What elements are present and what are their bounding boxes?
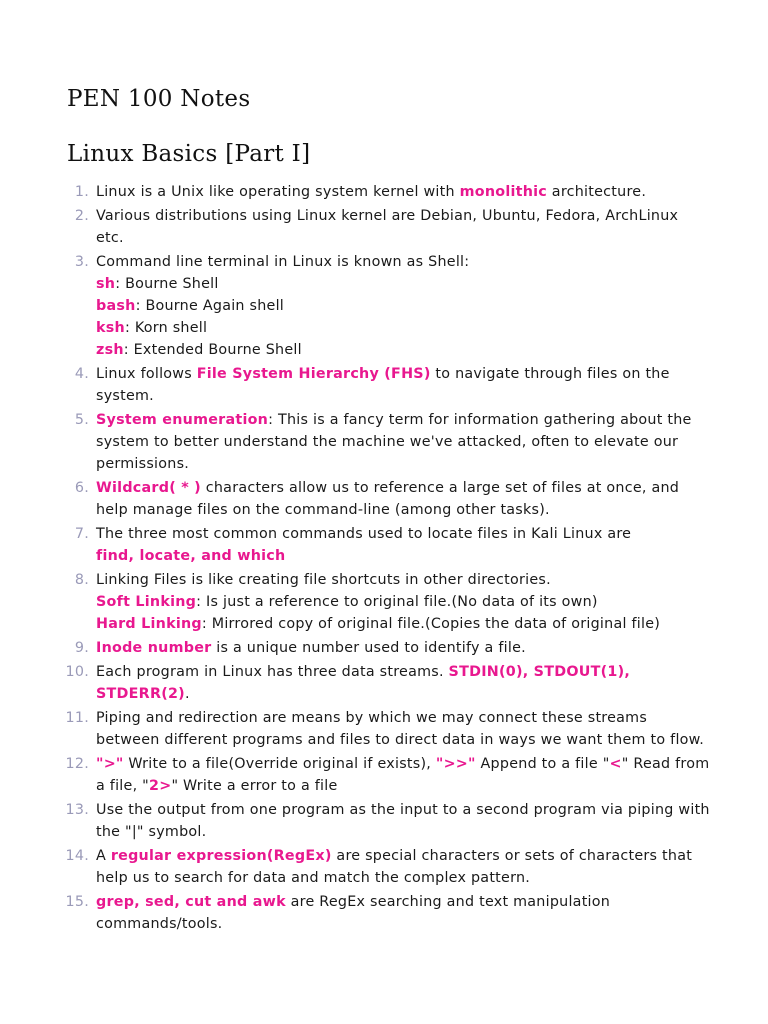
list-item-number: 5. xyxy=(74,412,89,428)
list-item-text: : Is just a reference to original file.(No data of its own) xyxy=(196,594,598,610)
list-item-number: 14. xyxy=(65,848,89,864)
list-item-number: 8. xyxy=(74,572,89,588)
list-item-number: 10. xyxy=(65,664,89,680)
list-item-text: : Extended Bourne Shell xyxy=(123,342,302,358)
list-item-text: characters allow us to reference a large set of files at once, and help manage files on the command-line (among other tasks). xyxy=(96,480,680,518)
highlighted-term: System enumeration xyxy=(96,412,269,428)
list-item-text: . xyxy=(184,686,190,702)
highlighted-term: Inode number xyxy=(96,640,212,656)
list-item-number: 15. xyxy=(65,894,89,910)
list-item-text: Write to a file(Override original if exists), xyxy=(123,756,436,772)
list-item xyxy=(0,409,768,475)
list-item xyxy=(0,637,768,659)
list-item-text: is a unique number used to identify a file. xyxy=(211,640,526,656)
list-item-text: are special characters or sets of characters that help us to search for data and match the complex pattern. xyxy=(96,848,693,886)
list-item-text: Command line terminal in Linux is known as Shell: xyxy=(96,254,470,270)
list-item-text: Each program in Linux has three data streams. xyxy=(96,664,449,680)
notes-list xyxy=(0,181,768,937)
list-item-text: Append to a file " xyxy=(475,756,610,772)
highlighted-term: File System Hierarchy (FHS) xyxy=(196,366,431,382)
list-item xyxy=(0,891,768,935)
list-item-text: Various distributions using Linux kernel are Debian, Ubuntu, Fedora, ArchLinux etc. xyxy=(96,208,679,246)
list-item xyxy=(0,707,768,751)
list-item xyxy=(0,251,768,361)
highlighted-term: bash xyxy=(96,298,136,314)
document-title: PEN 100 Notes xyxy=(67,86,251,112)
list-item xyxy=(0,523,768,567)
list-item-text: architecture. xyxy=(547,184,647,200)
list-item-number: 4. xyxy=(74,366,89,382)
list-item-number: 7. xyxy=(74,526,89,542)
highlighted-term: STDIN(0), STDOUT(1), STDERR(2) xyxy=(96,664,631,702)
highlighted-term: grep, sed, cut and awk xyxy=(96,894,286,910)
list-item-text: Use the output from one program as the input to a second program via piping with the "|" symbol. xyxy=(96,802,710,840)
list-item-number: 3. xyxy=(74,254,89,270)
highlighted-term: Wildcard( * ) xyxy=(96,480,201,496)
list-item-text: " Read from a file, " xyxy=(96,756,710,794)
list-item-number: 13. xyxy=(65,802,89,818)
list-item-text: The three most common commands used to locate files in Kali Linux are xyxy=(96,526,632,542)
highlighted-term: zsh xyxy=(96,342,124,358)
highlighted-term: monolithic xyxy=(459,184,548,200)
list-item-text: " Write a error to a file xyxy=(171,778,338,794)
list-item xyxy=(0,205,768,249)
list-item xyxy=(0,661,768,705)
list-item-text: : Korn shell xyxy=(124,320,208,336)
list-item-number: 6. xyxy=(74,480,89,496)
list-item-text: to navigate through files on the system. xyxy=(96,366,670,404)
list-item-text: A xyxy=(96,848,111,864)
list-item-text: Linking Files is like creating file shortcuts in other directories. xyxy=(96,572,551,588)
list-item xyxy=(0,181,768,203)
list-item xyxy=(0,477,768,521)
list-item-number: 11. xyxy=(65,710,89,726)
highlighted-term: regular expression(RegEx) xyxy=(110,848,332,864)
list-item-number: 9. xyxy=(74,640,89,656)
list-item xyxy=(0,753,768,797)
list-item-text: are RegEx searching and text manipulation commands/tools. xyxy=(96,894,611,932)
highlighted-term: ">" xyxy=(96,756,124,772)
highlighted-term: Soft Linking xyxy=(96,594,197,610)
highlighted-term: ">>" xyxy=(435,756,476,772)
highlighted-term: find, locate, and which xyxy=(96,548,286,564)
section-title: Linux Basics [Part I] xyxy=(67,141,311,167)
list-item xyxy=(0,569,768,635)
list-item xyxy=(0,799,768,843)
list-item-text: Piping and redirection are means by which we may connect these streams between different programs and files to direct data in ways we want them to flow. xyxy=(96,710,705,748)
list-item xyxy=(0,845,768,889)
list-item xyxy=(0,363,768,407)
list-item-number: 1. xyxy=(74,184,89,200)
list-item-text: : Bourne Shell xyxy=(115,276,219,292)
list-item-text: : Bourne Again shell xyxy=(135,298,285,314)
list-item-text: Linux follows xyxy=(96,366,197,382)
list-item-number: 12. xyxy=(65,756,89,772)
list-item-text: Linux is a Unix like operating system kernel with xyxy=(96,184,460,200)
highlighted-term: ksh xyxy=(96,320,125,336)
list-item-number: 2. xyxy=(74,208,89,224)
list-item-text: : Mirrored copy of original file.(Copies the data of original file) xyxy=(201,616,661,632)
highlighted-term: Hard Linking xyxy=(96,616,202,632)
highlighted-term: 2> xyxy=(149,778,172,794)
highlighted-term: sh xyxy=(96,276,116,292)
list-item-text: : This is a fancy term for information gathering about the system to better understand the machine we've attacked, often to elevate our permissions. xyxy=(96,412,692,472)
highlighted-term: < xyxy=(609,756,622,772)
